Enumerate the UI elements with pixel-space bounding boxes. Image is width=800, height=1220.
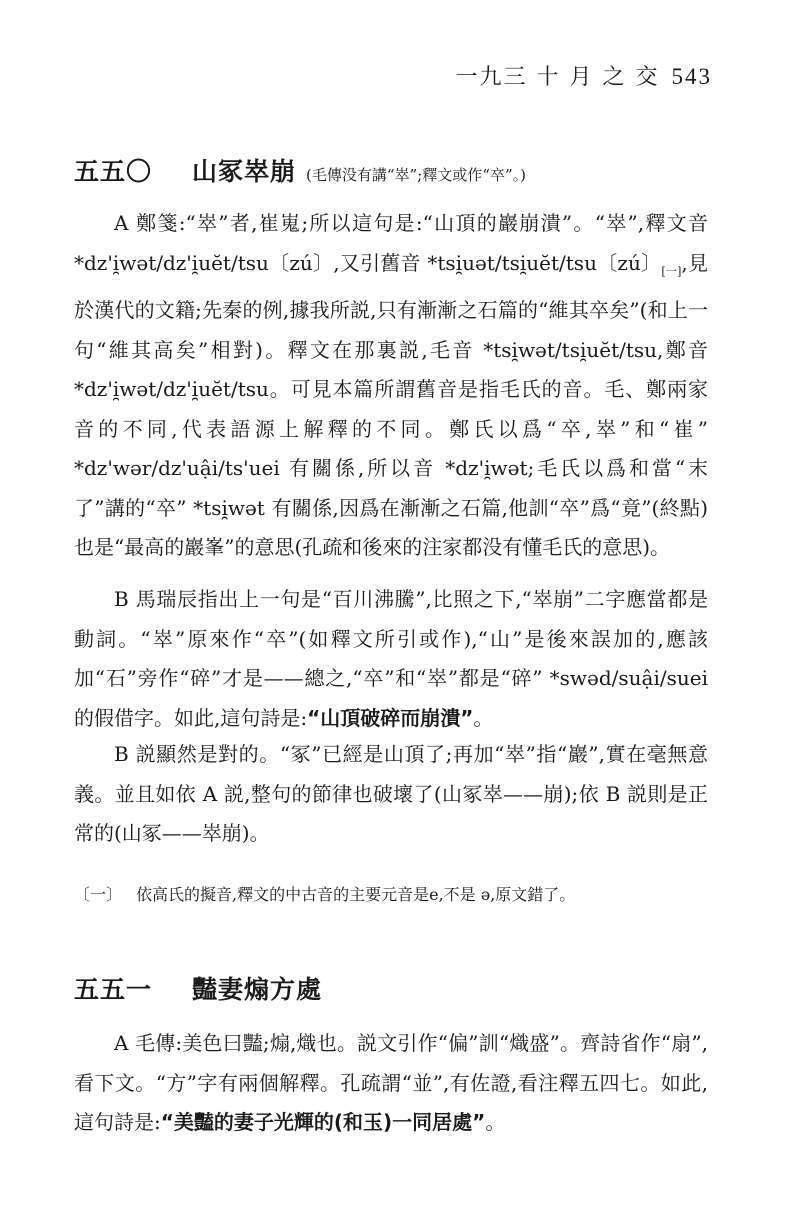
section-551-para-a-text: 毛傳:美色曰豔;煽,熾也。説文引作“偏”訓“熾盛”。齊詩省作“扇”,看下文。“方”字有兩個解釋。孔疏謂“並”,有佐證,看注釋五四七。如此,這句詩是:	[74, 1031, 708, 1134]
section-550-para-a	[74, 204, 708, 568]
section-550-para-c	[74, 735, 708, 854]
section-551-number: 五五一	[74, 975, 153, 1004]
section-551-conclusion: “美豔的妻子光輝的(和玉)一同居處”	[160, 1110, 486, 1134]
section-551-heading	[74, 970, 322, 1006]
section-550-heading	[74, 152, 526, 188]
para-c-text: B 説顯然是對的。“冢”已經是山頂了;再加“崒”指“巖”,實在毫無意義。並且如依 A 説,整句的節律也破壞了(山冢崒——崩);依 B 説則是正常的(山冢——崒崩)。	[74, 742, 708, 845]
section-551-title: 豔妻煽方處	[192, 975, 323, 1004]
section-551-para-a	[74, 1024, 708, 1143]
section-550-note: (毛傳没有講“崒”;釋文或作“卒”。)	[306, 166, 526, 184]
chapter-title: 一九三 十 月 之 交	[455, 65, 660, 90]
footnote	[74, 882, 714, 905]
section-551-para-a-label: A	[114, 1031, 129, 1055]
para-b-conclusion: “山頂破碎而崩潰”	[307, 705, 474, 730]
para-b-label: B	[114, 587, 129, 611]
para-a-label: A	[114, 211, 129, 235]
page-number: 543	[671, 64, 712, 89]
section-551-end: 。	[485, 1110, 506, 1134]
para-b-end: 。	[473, 705, 494, 730]
footnote-text: 依高氏的擬音,釋文的中古音的主要元音是e,不是 ə,原文錯了。	[136, 885, 576, 904]
section-550-title: 山冢崒崩	[192, 157, 297, 186]
para-a-text-rest: ,見於漢代的文籍;先秦的例,據我所説,只有漸漸之石篇的“維其卒矣”(和上一句“維其高矣”相對)。釋文在那裏説,毛音 *tsi̯wət/tsi̯uĕt/tsu,鄭音 *dz'i̯wət/dz'i̯uĕt/tsu。可見本篇所謂舊音是指毛氏的音。毛、鄭兩家音的不同,代表語源上解釋的不同。鄭氏以爲“卒,崒”和“崔” *dz'wər/dz'uậi/ts'uei 有關係,所以音 *dz'i̯wət;毛氏以爲和當“末了”講的“卒” *tsi̯wət 有關係,因爲在漸漸之石篇,他訓“卒”爲“竟”(終點)也是“最高的巖峯”的意思(孔疏和後來的注家都没有懂毛氏的意思)。	[74, 250, 709, 559]
section-550-number: 五五〇	[74, 157, 153, 186]
section-550-para-b	[74, 580, 708, 738]
footnote-mark: 〔一〕	[74, 885, 123, 904]
para-a-text: 鄭箋:“崒”者,崔嵬;所以這句是:“山頂的巖崩潰”。“崒”,釋文音 *dz'i̯wət/dz'i̯uĕt/tsu〔zú〕,又引舊音 *tsi̯uət/tsi̯uĕt/tsu〔zú〕	[74, 211, 708, 275]
running-header	[456, 60, 712, 91]
para-b-text: 馬瑞辰指出上一句是“百川沸騰”,比照之下,“崒崩”二字應當都是動詞。“崒”原來作“卒”(如釋文所引或作),“山”是後來誤加的,應該加“石”旁作“碎”才是——總之,“卒”和“崒”都是“碎” *swəd/suậi/suei 的假借字。如此,這句詩是:	[74, 587, 708, 730]
footnote-ref: [一]	[661, 264, 682, 278]
